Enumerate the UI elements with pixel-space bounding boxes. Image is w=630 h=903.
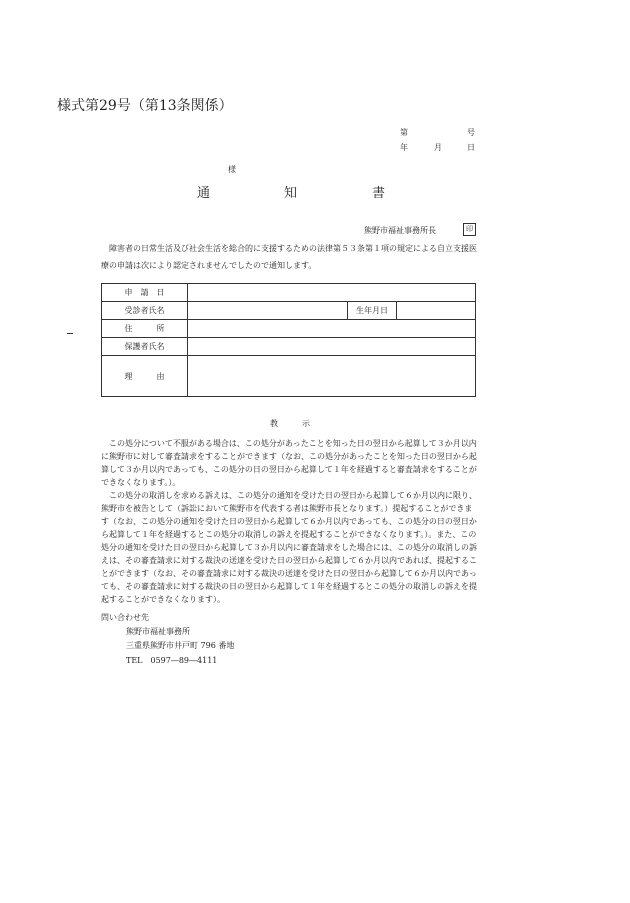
notice-paragraph-1: この処分について不服がある場合は、この処分があったことを知った日の翌日から起算して３か月以内に熊野市に対して審査請求をすることができます（なお、この処分があったことを知った日の翌日から起算して３か月以内であっても、この処分の日の翌日から起算して１年を経過すると審査請求をすることができなくなります。）。	[101, 439, 477, 487]
birth-date-label: 生年月日	[348, 302, 397, 320]
contact-address: 三重県熊野市井戸町 796 番地	[126, 641, 235, 650]
intro-text: 障害者の日常生活及び社会生活を総合的に支援するための法律第５３条第１項の規定による自立支援医療の申請は次により認定されませんでしたので通知します。	[101, 244, 477, 270]
table-row-patient	[102, 302, 476, 320]
contact-tel: TEL 0597―89―4111	[126, 656, 218, 665]
date-year-label: 年	[400, 143, 408, 152]
contact-office: 熊野市福祉事務所	[126, 627, 190, 636]
address-label: 住 所	[102, 320, 188, 338]
table-row-application-date	[102, 284, 476, 302]
notice-heading-char-2: 示	[302, 419, 310, 428]
document-number-suffix: 号	[467, 128, 475, 137]
contact-heading: 問い合わせ先	[101, 613, 149, 622]
form-code: 様式第29号（第13条関係）	[57, 98, 233, 114]
notice-heading-char-1: 教	[270, 419, 278, 428]
table-row-address	[102, 320, 476, 338]
notice-paragraph-2: この処分の取消しを求める訴えは、この処分の通知を受けた日の翌日から起算して６か月以内に限り、熊野市を被告として（訴訟において熊野市を代表する者は熊野市長となります。）提起することができます（なお、この処分の通知を受けた日の翌日から起算して６か月以内であっても、この処分の日の翌日から起算して１年を経過するとこの処分の取消しの訴えを提起することができなくなります。）。また、この処分の通知を受けた日の翌日から起算して３か月以内に審査請求をした場合には、この処分の取消しの訴えは、その審査請求に対する裁決の送達を受けた日の翌日から起算して６か月以内であれば、提起することができます（なお、その審査請求に対する裁決の送達を受けた日の翌日から起算して６か月以内であっても、その審査請求に対する裁決の日の翌日から起算して１年を経過するとこの処分の取消しの訴えを提起することができなくなります）。	[101, 491, 477, 604]
guardian-name-label: 保護者氏名	[102, 338, 188, 356]
issuer-name: 熊野市福祉事務所長	[364, 226, 436, 235]
guardian-name-value	[188, 338, 476, 356]
title-char-3: 書	[372, 186, 386, 201]
info-table	[101, 283, 476, 397]
table-row-guardian	[102, 338, 476, 356]
application-date-label: 申 請 日	[102, 284, 188, 302]
addressee-honorific: 様	[228, 165, 236, 174]
reason-value	[188, 356, 476, 397]
address-value	[188, 320, 476, 338]
seal-mark: 印	[463, 223, 476, 236]
date-month-label: 月	[434, 143, 442, 152]
patient-name-value	[188, 302, 348, 320]
date-day-label: 日	[467, 143, 475, 152]
birth-date-value	[397, 302, 476, 320]
application-date-value	[188, 284, 476, 302]
notice-body	[101, 437, 479, 606]
title-char-2: 知	[284, 186, 298, 201]
patient-name-label: 受診者氏名	[102, 302, 188, 320]
title-char-1: 通	[197, 186, 211, 201]
reason-label: 理 由	[102, 356, 188, 397]
margin-tick-mark	[67, 333, 73, 334]
document-number-prefix: 第	[400, 128, 408, 137]
table-row-reason	[102, 356, 476, 397]
